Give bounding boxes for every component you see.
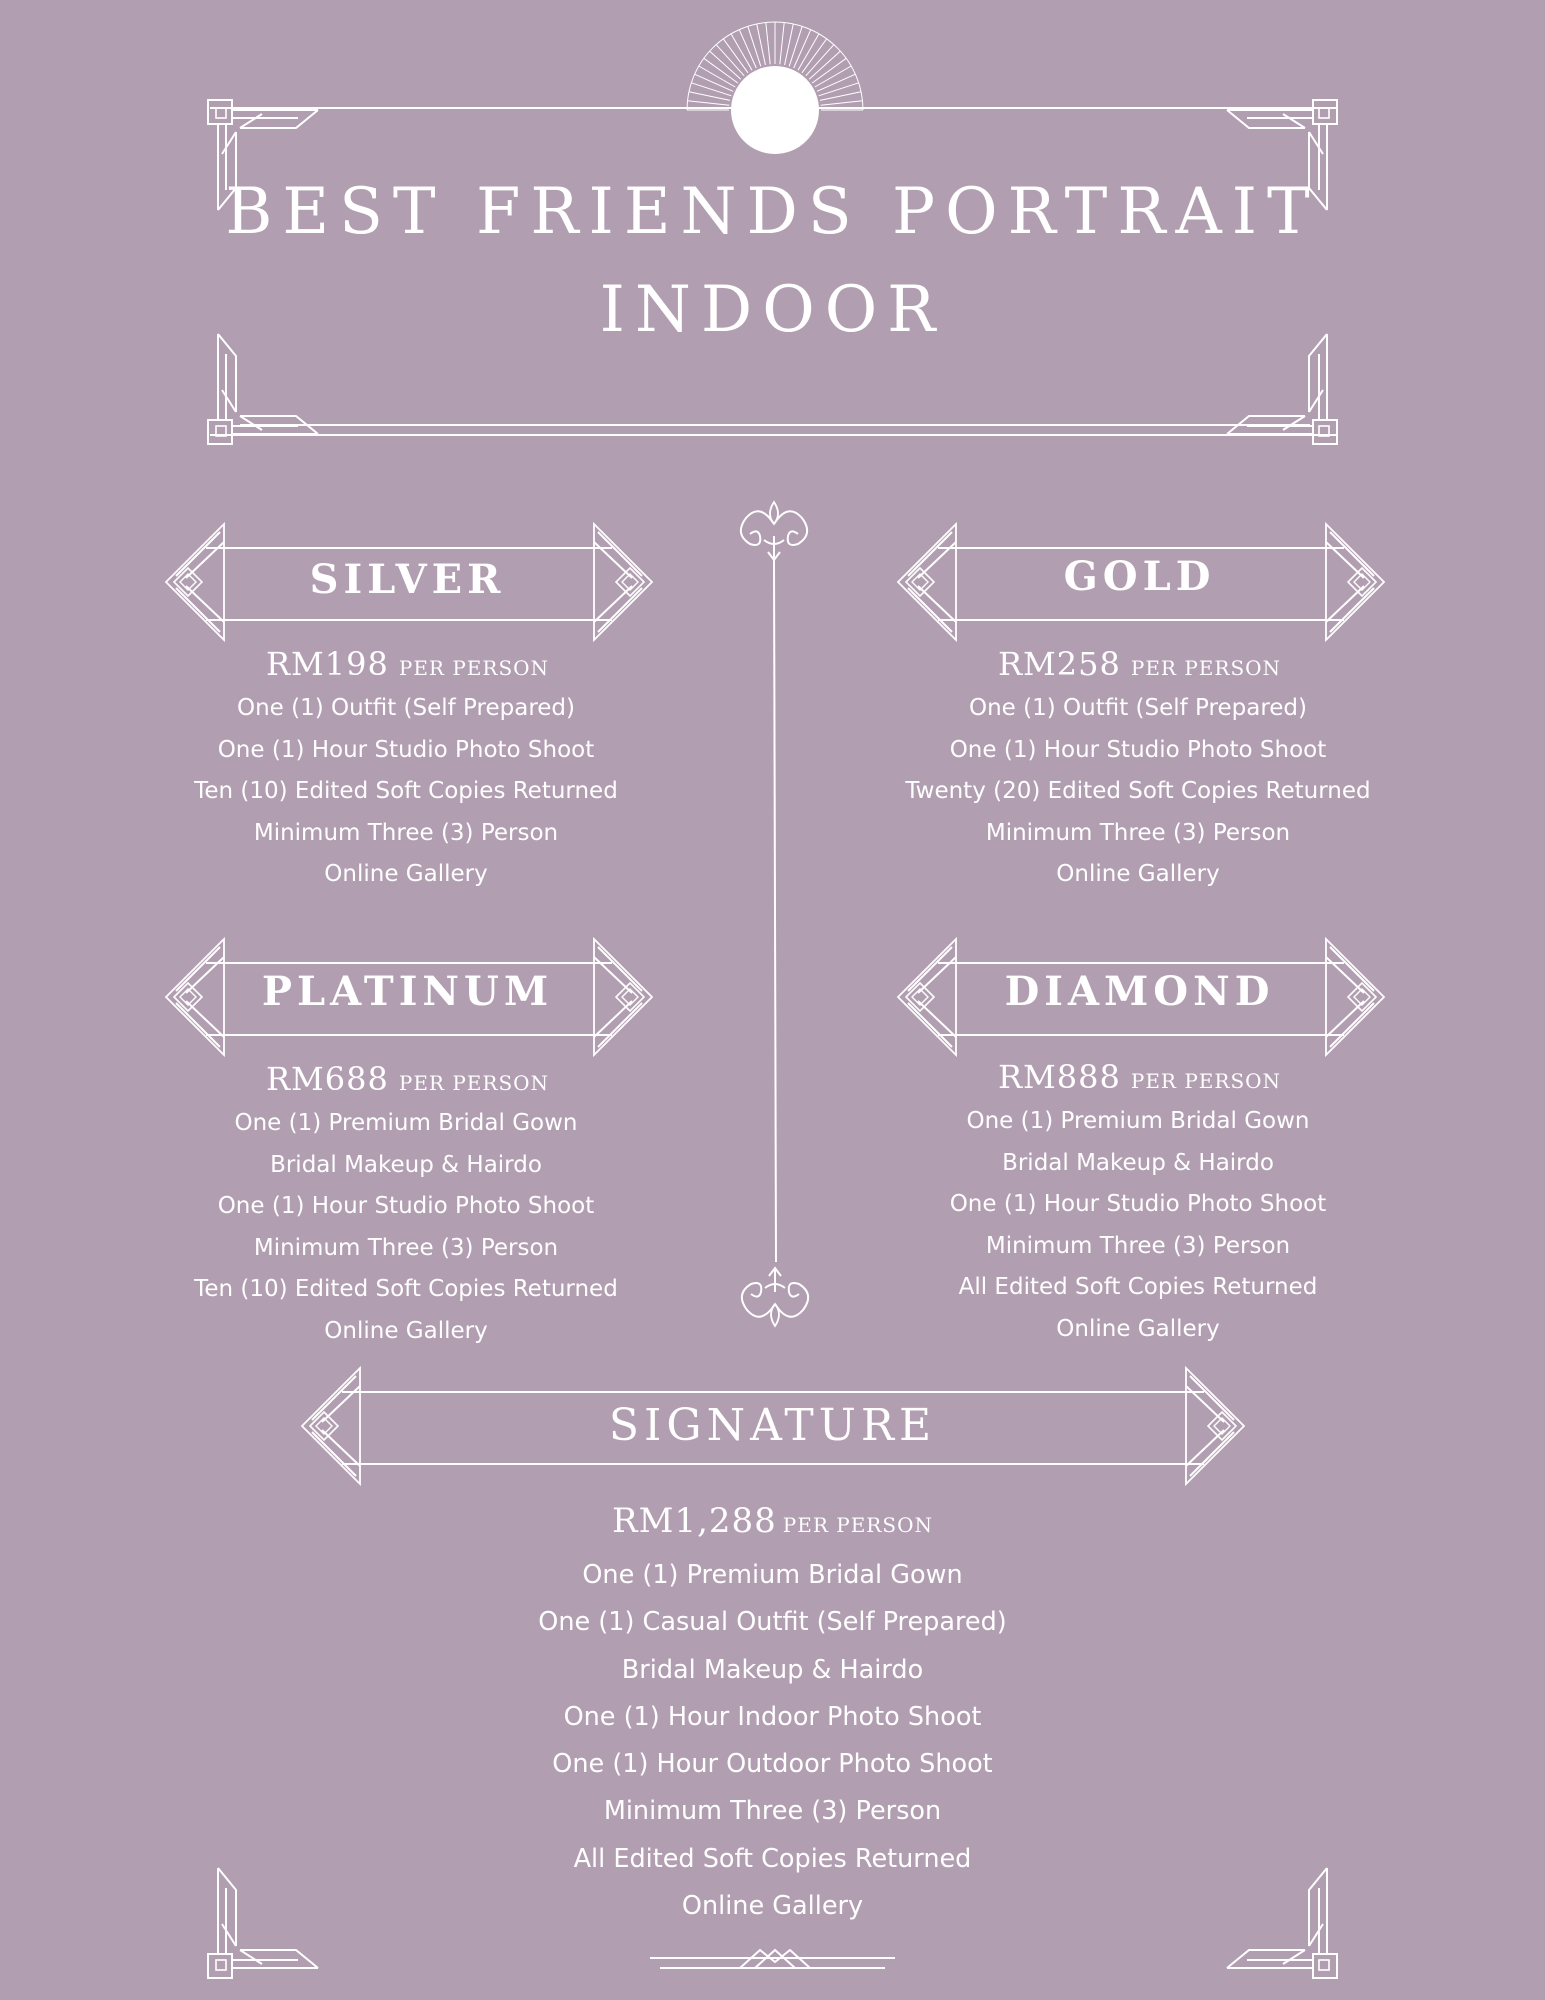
price-gold: [897, 645, 1382, 683]
feature-list-silver: [100, 688, 712, 896]
tier-name-platinum: PLATINUM: [261, 968, 554, 1015]
feature-item: One (1) Hour Indoor Photo Shoot: [563, 1701, 982, 1732]
price-signature: [330, 1501, 1215, 1541]
price-amount-diamond: RM888: [997, 1058, 1121, 1096]
price-unit-silver: PER PERSON: [398, 656, 550, 680]
feature-item: Online Gallery: [324, 861, 488, 888]
feature-item: Online Gallery: [1056, 861, 1220, 888]
feature-list-platinum: [100, 1103, 712, 1353]
frame-corner-bottom-right: [1227, 1868, 1337, 1978]
price-silver: [165, 645, 650, 683]
feature-item: One (1) Outfit (Self Prepared): [236, 695, 575, 721]
price-unit-platinum: PER PERSON: [398, 1071, 550, 1095]
feature-item: All Edited Soft Copies Returned: [958, 1274, 1318, 1301]
feature-item: Minimum Three (3) Person: [603, 1796, 942, 1827]
feature-item: One (1) Hour Studio Photo Shoot: [949, 736, 1327, 763]
price-platinum: [165, 1060, 650, 1098]
feature-item: Bridal Makeup & Hairdo: [1002, 1149, 1274, 1176]
feature-item: One (1) Hour Studio Photo Shoot: [217, 736, 595, 763]
tier-name-silver: SILVER: [309, 556, 506, 603]
feature-item: Ten (10) Edited Soft Copies Returned: [194, 778, 618, 805]
price-amount-platinum: RM688: [265, 1060, 389, 1098]
feature-item: Online Gallery: [681, 1891, 864, 1922]
price-amount-gold: RM258: [997, 645, 1121, 683]
price-diamond: [897, 1058, 1382, 1096]
feature-item: One (1) Premium Bridal Gown: [234, 1110, 578, 1136]
price-unit-signature: PER PERSON: [782, 1513, 933, 1537]
feature-list-signature: [400, 1552, 1145, 1930]
feature-item: Bridal Makeup & Hairdo: [270, 1151, 542, 1178]
feature-item: One (1) Premium Bridal Gown: [966, 1108, 1310, 1134]
feature-item: One (1) Premium Bridal Gown: [582, 1560, 963, 1590]
feature-item: Bridal Makeup & Hairdo: [621, 1654, 924, 1685]
price-amount-signature: RM1,288: [612, 1501, 777, 1541]
tier-name-gold: GOLD: [1063, 553, 1216, 600]
feature-item: Twenty (20) Edited Soft Copies Returned: [905, 778, 1371, 805]
feature-item: All Edited Soft Copies Returned: [573, 1843, 972, 1874]
feature-item: One (1) Casual Outfit (Self Prepared): [538, 1607, 1007, 1638]
bottom-ornament: [650, 1950, 895, 1968]
feature-item: Minimum Three (3) Person: [985, 819, 1291, 846]
feature-item: Ten (10) Edited Soft Copies Returned: [194, 1276, 618, 1303]
feature-item: One (1) Hour Studio Photo Shoot: [217, 1193, 595, 1220]
tier-name-signature: SIGNATURE: [608, 1400, 937, 1451]
feature-item: Minimum Three (3) Person: [253, 819, 559, 846]
price-unit-diamond: PER PERSON: [1130, 1069, 1282, 1093]
feature-item: One (1) Hour Outdoor Photo Shoot: [552, 1749, 993, 1780]
price-amount-silver: RM198: [265, 645, 389, 683]
feature-list-diamond: [832, 1101, 1444, 1351]
page-title-line-1: BEST FRIENDS PORTRAIT: [225, 175, 1320, 249]
feature-item: Minimum Three (3) Person: [985, 1232, 1291, 1259]
frame-corner-mid-left: [208, 334, 318, 444]
tier-name-diamond: DIAMOND: [1004, 968, 1275, 1015]
feature-item: Minimum Three (3) Person: [253, 1234, 559, 1261]
feature-item: Online Gallery: [324, 1317, 488, 1344]
price-unit-gold: PER PERSON: [1130, 656, 1282, 680]
feature-list-gold: [832, 688, 1444, 896]
frame-corner-mid-right: [1227, 334, 1337, 444]
center-divider: [741, 502, 808, 1326]
sunburst-ornament: [687, 22, 863, 154]
feature-item: One (1) Hour Studio Photo Shoot: [949, 1191, 1327, 1218]
page-title-line-2: INDOOR: [599, 273, 946, 347]
feature-item: Online Gallery: [1056, 1315, 1220, 1342]
frame-corner-bottom-left: [208, 1868, 318, 1978]
feature-item: One (1) Outfit (Self Prepared): [968, 695, 1307, 721]
